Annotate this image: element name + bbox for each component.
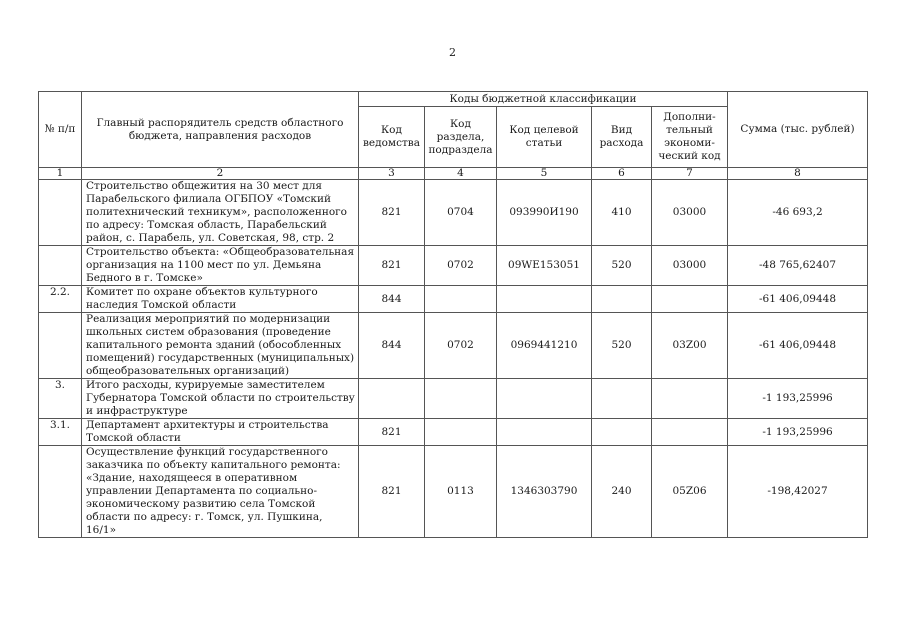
table-row — [39, 379, 868, 419]
row-dept: 821 — [359, 180, 425, 246]
header-name: Главный распорядитель средств областного бюджета, направления расходов — [82, 92, 359, 168]
row-extra — [652, 379, 728, 419]
row-extra: 03Z00 — [652, 313, 728, 379]
row-num — [39, 313, 82, 379]
column-index: 1 — [39, 168, 82, 180]
row-name: Строительство общежития на 30 мест для Парабельского филиала ОГБПОУ «Томский политехнический техникум», расположенного по адресу: Томская область, Парабельский район, с. Парабель, ул. Советская, 98, стр. 2 — [82, 180, 359, 246]
page-number: 2 — [449, 46, 456, 59]
row-sum: -1 193,25996 — [728, 379, 868, 419]
header-budget-codes: Коды бюджетной классификации — [359, 92, 728, 107]
column-index: 6 — [592, 168, 652, 180]
header-dept: Код ведомства — [359, 107, 425, 168]
row-dept: 821 — [359, 446, 425, 538]
row-dept: 821 — [359, 419, 425, 446]
row-name: Строительство объекта: «Общеобразовательная организация на 1100 мест по ул. Демьяна Бедного в г. Томске» — [82, 246, 359, 286]
row-dept: 821 — [359, 246, 425, 286]
row-section — [425, 419, 497, 446]
row-kind: 410 — [592, 180, 652, 246]
row-num: 3.1. — [39, 419, 82, 446]
column-index: 2 — [82, 168, 359, 180]
row-name: Реализация мероприятий по модернизации школьных систем образования (проведение капитального ремонта зданий (обособленных помещений) государственных (муниципальных) общеобразовательных организаций) — [82, 313, 359, 379]
row-target: 09WE153051 — [497, 246, 592, 286]
row-num — [39, 180, 82, 246]
row-num — [39, 246, 82, 286]
row-name: Осуществление функций государственного заказчика по объекту капитального ремонта: «Здание, находящееся в оперативном управлении Департамента по социально-экономическому развитию села Томской области по адресу: г. Томск, ул. Пушкина, 16/1» — [82, 446, 359, 538]
row-target — [497, 419, 592, 446]
row-dept: 844 — [359, 286, 425, 313]
column-index: 5 — [497, 168, 592, 180]
row-sum: -1 193,25996 — [728, 419, 868, 446]
column-index: 4 — [425, 168, 497, 180]
column-index-row — [39, 168, 868, 180]
row-target: 1346303790 — [497, 446, 592, 538]
row-name: Департамент архитектуры и строительства Томской области — [82, 419, 359, 446]
table-row — [39, 313, 868, 379]
row-extra — [652, 286, 728, 313]
column-index: 7 — [652, 168, 728, 180]
row-sum: -198,42027 — [728, 446, 868, 538]
table-row — [39, 419, 868, 446]
row-target: 093990И190 — [497, 180, 592, 246]
header-extra: Дополни-тельный экономи-ческий код — [652, 107, 728, 168]
row-target — [497, 379, 592, 419]
row-target — [497, 286, 592, 313]
row-extra — [652, 419, 728, 446]
row-section: 0702 — [425, 313, 497, 379]
row-kind — [592, 419, 652, 446]
row-extra: 03000 — [652, 180, 728, 246]
row-dept: 844 — [359, 313, 425, 379]
row-kind: 240 — [592, 446, 652, 538]
table-row — [39, 286, 868, 313]
header-sum: Сумма (тыс. рублей) — [728, 92, 868, 168]
row-section — [425, 286, 497, 313]
budget-table — [38, 91, 868, 538]
header-target: Код целевой статьи — [497, 107, 592, 168]
row-section — [425, 379, 497, 419]
row-kind — [592, 379, 652, 419]
row-sum: -61 406,09448 — [728, 313, 868, 379]
row-kind — [592, 286, 652, 313]
row-dept — [359, 379, 425, 419]
row-num: 2.2. — [39, 286, 82, 313]
row-section: 0704 — [425, 180, 497, 246]
row-target: 0969441210 — [497, 313, 592, 379]
row-name: Комитет по охране объектов культурного наследия Томской области — [82, 286, 359, 313]
row-kind: 520 — [592, 246, 652, 286]
column-index: 8 — [728, 168, 868, 180]
table-row — [39, 246, 868, 286]
row-section: 0113 — [425, 446, 497, 538]
row-section: 0702 — [425, 246, 497, 286]
table-row — [39, 446, 868, 538]
row-sum: -46 693,2 — [728, 180, 868, 246]
header-row — [39, 92, 868, 107]
header-section: Код раздела, подраздела — [425, 107, 497, 168]
row-extra: 05Z06 — [652, 446, 728, 538]
row-sum: -61 406,09448 — [728, 286, 868, 313]
header-num: № п/п — [39, 92, 82, 168]
column-index: 3 — [359, 168, 425, 180]
row-extra: 03000 — [652, 246, 728, 286]
header-kind: Вид расхода — [592, 107, 652, 168]
table-row — [39, 180, 868, 246]
row-sum: -48 765,62407 — [728, 246, 868, 286]
row-num: 3. — [39, 379, 82, 419]
row-name: Итого расходы, курируемые заместителем Губернатора Томской области по строительству и инфраструктуре — [82, 379, 359, 419]
row-kind: 520 — [592, 313, 652, 379]
row-num — [39, 446, 82, 538]
